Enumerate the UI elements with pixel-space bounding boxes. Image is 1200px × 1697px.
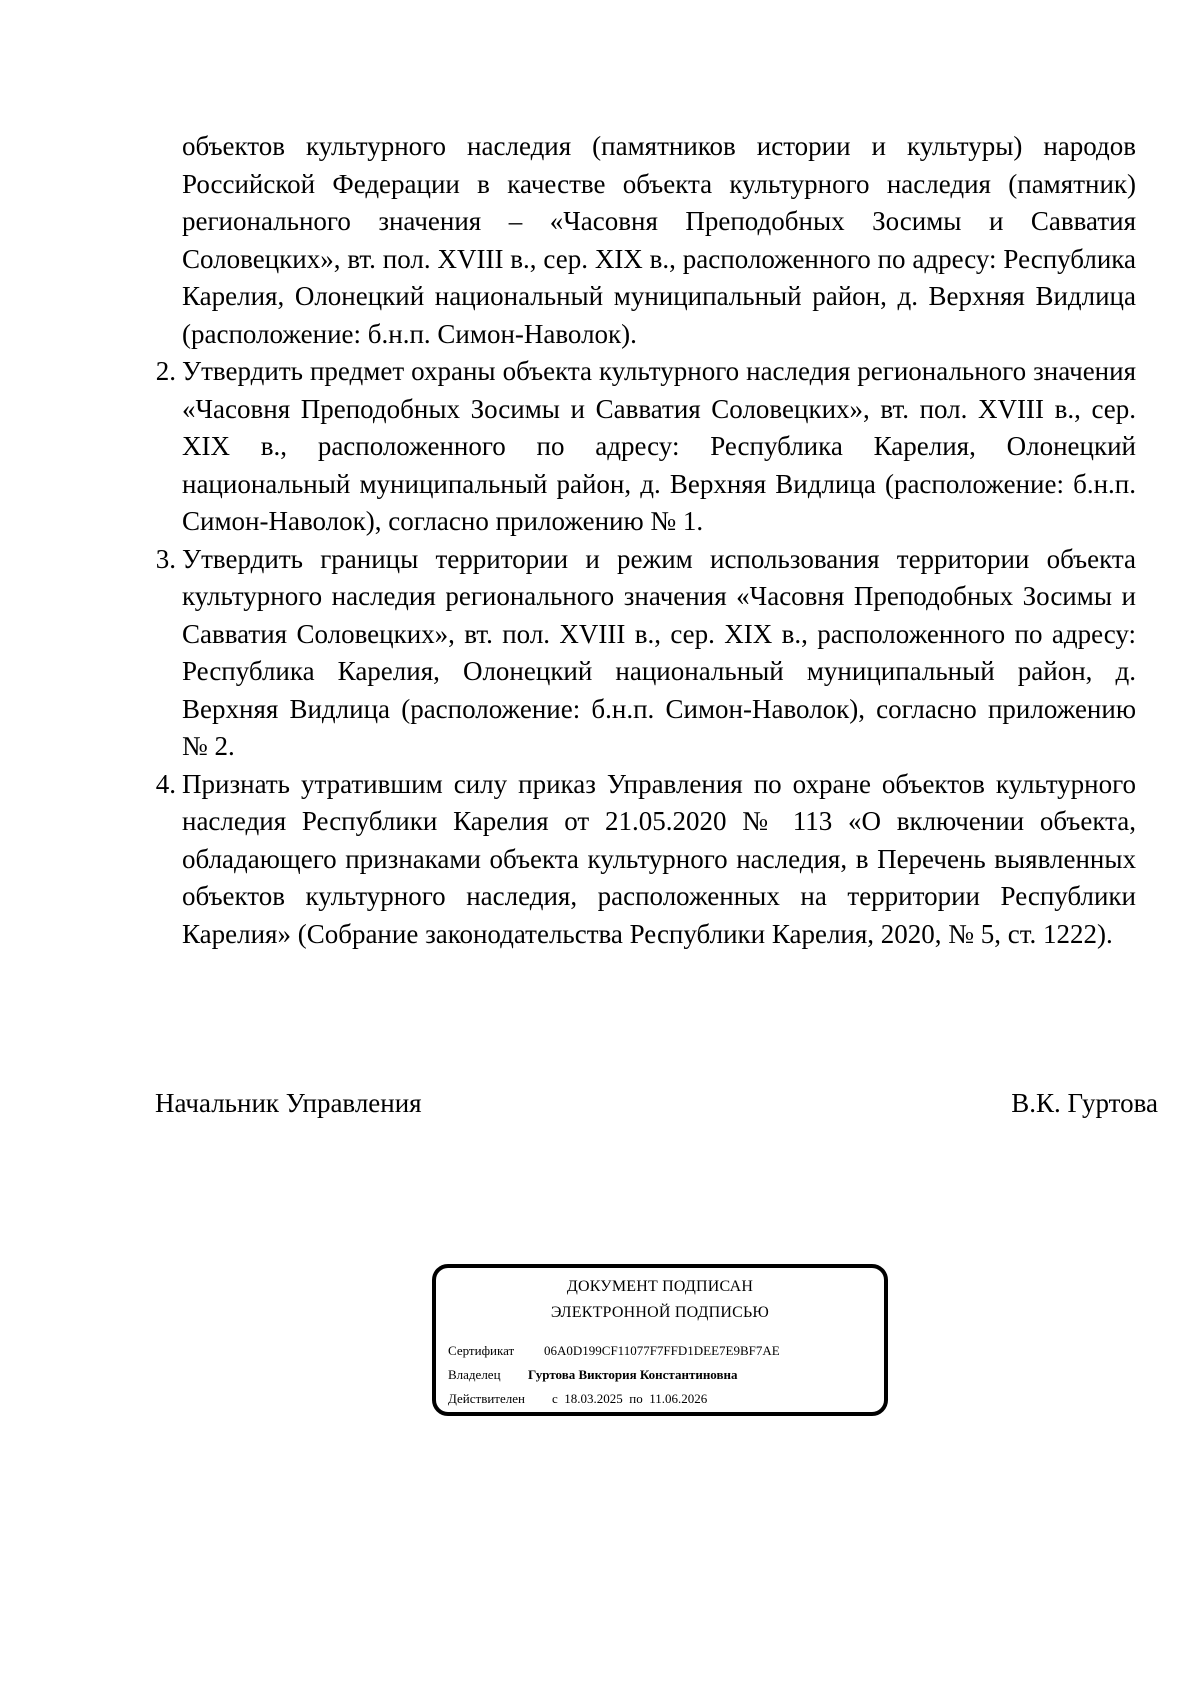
owner-value: Гуртова Виктория Константиновна [528,1367,738,1382]
stamp-owner-row [448,1366,738,1384]
list-item-number: 3. [155,543,176,574]
list-item-text: Утвердить предмет охраны объекта культурного наследия регионального значения «Часовня Преподобных Зосимы и Савватия Соловецких», вт. пол. XVIII в., сер. XIX в., расположенного по адресу: Республика Карелия, Олонецкий национальный муниципальный район, д. Верхняя Видлица (расположение: б.н.п. Симон-Наволок), согласно приложению № 1. [182,356,1136,536]
document-body [155,128,1136,953]
certificate-label: Сертификат [448,1343,515,1358]
stamp-title-line2: ЭЛЕКТРОННОЙ ПОДПИСЬЮ [550,1304,770,1321]
owner-label: Владелец [448,1367,501,1382]
list-item-number: 4. [155,768,176,799]
signatory-name: В.К. Гуртова [1011,1088,1158,1118]
stamp-certificate-row [448,1342,780,1360]
list-item-number: 2. [155,356,176,386]
signatory-position: Начальник Управления [155,1088,422,1118]
list-item [155,353,1136,541]
valid-label: Действителен [448,1391,525,1406]
certificate-value: 06A0D199CF11077F7FFD1DEE7E9BF7AE [544,1343,780,1358]
valid-from-date: 18.03.2025 [564,1391,623,1406]
list-item [155,766,1136,954]
intro-paragraph: объектов культурного наследия (памятников истории и культуры) народов Российской Федерации в качестве объекта культурного наследия (памятник) регионального значения – «Часовня Преподобных Зосимы и Савватия Соловецких», вт. пол. XVIII в., сер. XIX в., расположенного по адресу: Республика Карелия, Олонецкий национальный муниципальный район, д. Верхняя Видлица (расположение: б.н.п. Симон-Наволок). [182,131,1136,349]
valid-from-prefix: с [552,1391,558,1406]
stamp-title-line1: ДОКУМЕНТ ПОДПИСАН [566,1278,754,1295]
valid-to-date: 11.06.2026 [649,1391,708,1406]
electronic-signature-stamp [432,1264,888,1416]
list-item [155,541,1136,766]
list-item-text: Признать утратившим силу приказ Управления по охране объектов культурного наследия Республики Карелия от 21.05.2020 № 113 «О включении объекта, обладающего признаками объекта культурного наследия, в Перечень выявленных объектов культурного наследия, расположенных на территории Республики Карелия» (Собрание законодательства Республики Карелия, 2020, № 5, ст. 1222). [182,768,1136,949]
stamp-validity-row [448,1390,707,1408]
valid-to-prefix: по [629,1391,643,1406]
list-item-text: Утвердить границы территории и режим использования территории объекта культурного наследия регионального значения «Часовня Преподобных Зосимы и Савватия Соловецких», вт. пол. XVIII в., сер. XIX в., расположенного по адресу: Республика Карелия, Олонецкий национальный муниципальный район, д. Верхняя Видлица (расположение: б.н.п. Симон-Наволок), согласно приложению № 2. [182,543,1136,761]
stamp-title [436,1274,884,1326]
